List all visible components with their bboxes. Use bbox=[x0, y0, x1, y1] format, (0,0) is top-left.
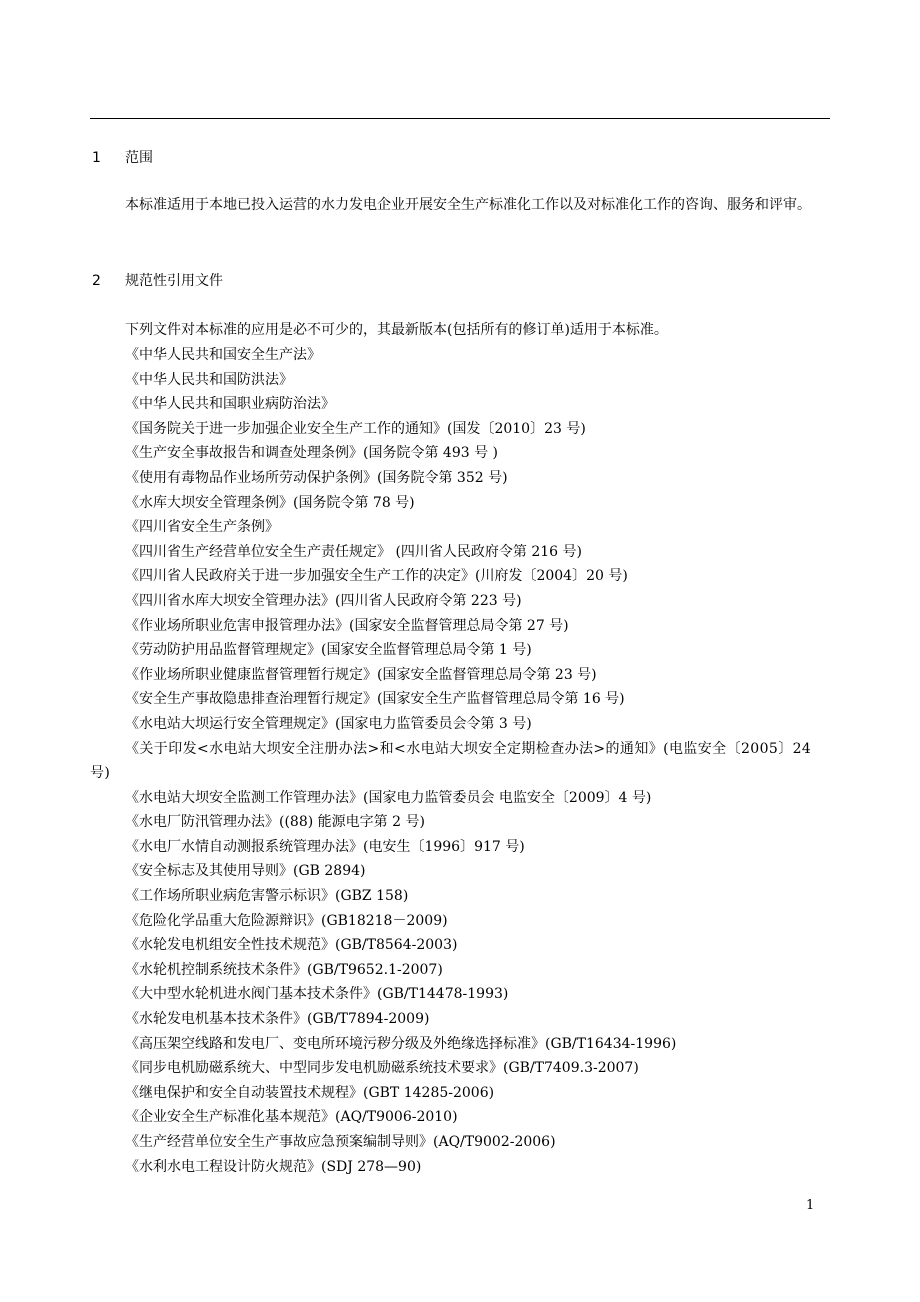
reference-item: 《水电站大坝运行安全管理规定》(国家电力监管委员会令第 3 号) bbox=[125, 715, 532, 732]
reference-item: 《生产经营单位安全生产事故应急预案编制导则》(AQ/T9002-2006) bbox=[125, 1134, 556, 1150]
reference-item: 《水利水电工程设计防火规范》(SDJ 278—90) bbox=[125, 1158, 422, 1175]
reference-item: 《四川省水库大坝安全管理办法》(四川省人民政府令第 223 号) bbox=[125, 592, 522, 609]
reference-item: 《使用有毒物品作业场所劳动保护条例》(国务院令第 352 号) bbox=[125, 469, 508, 486]
reference-item: 《作业场所职业健康监督管理暂行规定》(国家安全监督管理总局令第 23 号) bbox=[125, 666, 597, 683]
reference-item: 《水轮发电机基本技术条件》(GB/T7894-2009) bbox=[125, 1011, 430, 1028]
reference-item: 《中华人民共和国职业病防治法》 bbox=[125, 396, 335, 413]
section-2-intro: 下列文件对本标准的应用是必不可少的，其最新版本(包括所有的修订单)适用于本标准。 bbox=[125, 322, 668, 338]
reference-item: 《大中型水轮机进水阀门基本技术条件》(GB/T14478-1993) bbox=[125, 986, 509, 1003]
reference-item: 《工作场所职业病危害警示标识》(GBZ 158) bbox=[125, 888, 409, 905]
reference-item: 《企业安全生产标准化基本规范》(AQ/T9006-2010) bbox=[125, 1109, 458, 1126]
reference-item: 《危险化学品重大危险源辩识》(GB18218－2009) bbox=[125, 912, 448, 929]
reference-item: 《水轮发电机组安全性技术规范》(GB/T8564-2003) bbox=[125, 937, 458, 954]
section-2-heading bbox=[92, 271, 223, 291]
page-number: 1 bbox=[806, 1198, 815, 1213]
header-rule bbox=[90, 118, 830, 119]
reference-item: 《安全生产事故隐患排查治理暂行规定》(国家安全生产监督管理总局令第 16 号) bbox=[125, 691, 625, 708]
reference-list bbox=[90, 343, 830, 1179]
reference-item: 《四川省人民政府关于进一步加强安全生产工作的决定》(川府发〔2004〕20 号) bbox=[125, 568, 628, 585]
section-2-title: 规范性引用文件 bbox=[125, 273, 223, 289]
reference-item: 《水轮机控制系统技术条件》(GB/T9652.1-2007) bbox=[125, 961, 443, 978]
reference-item: 《水电厂水情自动测报系统管理办法》(电安生〔1996〕917 号) bbox=[125, 838, 525, 855]
reference-item: 《四川省安全生产条例》 bbox=[125, 519, 279, 536]
reference-item: 《中华人民共和国防洪法》 bbox=[125, 371, 293, 388]
reference-item: 《安全标志及其使用导则》(GB 2894) bbox=[125, 863, 366, 880]
reference-item: 《劳动防护用品监督管理规定》(国家安全监督管理总局令第 1 号) bbox=[125, 642, 532, 659]
section-1-paragraph: 本标准适用于本地已投入运营的水力发电企业开展安全生产标准化工作以及对标准化工作的咨询、服务和评审。 bbox=[125, 197, 811, 213]
reference-item: 《继电保护和安全自动装置技术规程》(GBT 14285-2006) bbox=[125, 1084, 495, 1101]
reference-item: 《水库大坝安全管理条例》(国务院令第 78 号) bbox=[125, 494, 415, 511]
reference-item: 《高压架空线路和发电厂、变电所环境污秽分级及外绝缘选择标准》(GB/T16434-1996) bbox=[125, 1035, 677, 1052]
reference-item: 《水电站大坝安全监测工作管理办法》(国家电力监管委员会 电监安全〔2009〕4 号) bbox=[125, 789, 652, 806]
reference-item: 《水电厂防汛管理办法》((88) 能源电字第 2 号) bbox=[125, 814, 425, 831]
reference-item: 《作业场所职业危害申报管理办法》(国家安全监督管理总局令第 27 号) bbox=[125, 617, 569, 634]
reference-item: 《国务院关于进一步加强企业安全生产工作的通知》(国发〔2010〕23 号) bbox=[125, 420, 586, 437]
reference-item: 《生产安全事故报告和调查处理条例》(国务院令第 493 号 ) bbox=[125, 445, 498, 462]
reference-item: 《四川省生产经营单位安全生产责任规定》 (四川省人民政府令第 216 号) bbox=[125, 543, 582, 560]
reference-item: 《同步电机励磁系统大、中型同步发电机励磁系统技术要求》(GB/T7409.3-2007) bbox=[125, 1060, 639, 1077]
section-1-number: 1 bbox=[92, 150, 101, 166]
reference-item: 《关于印发<水电站大坝安全注册办法>和<水电站大坝安全定期检查办法>的通知》(电监安全〔2005〕24 号) bbox=[90, 740, 812, 782]
reference-item: 《中华人民共和国安全生产法》 bbox=[125, 347, 321, 363]
section-2-number: 2 bbox=[92, 273, 101, 289]
section-1-heading bbox=[92, 148, 153, 168]
section-1-title: 范围 bbox=[125, 150, 153, 166]
